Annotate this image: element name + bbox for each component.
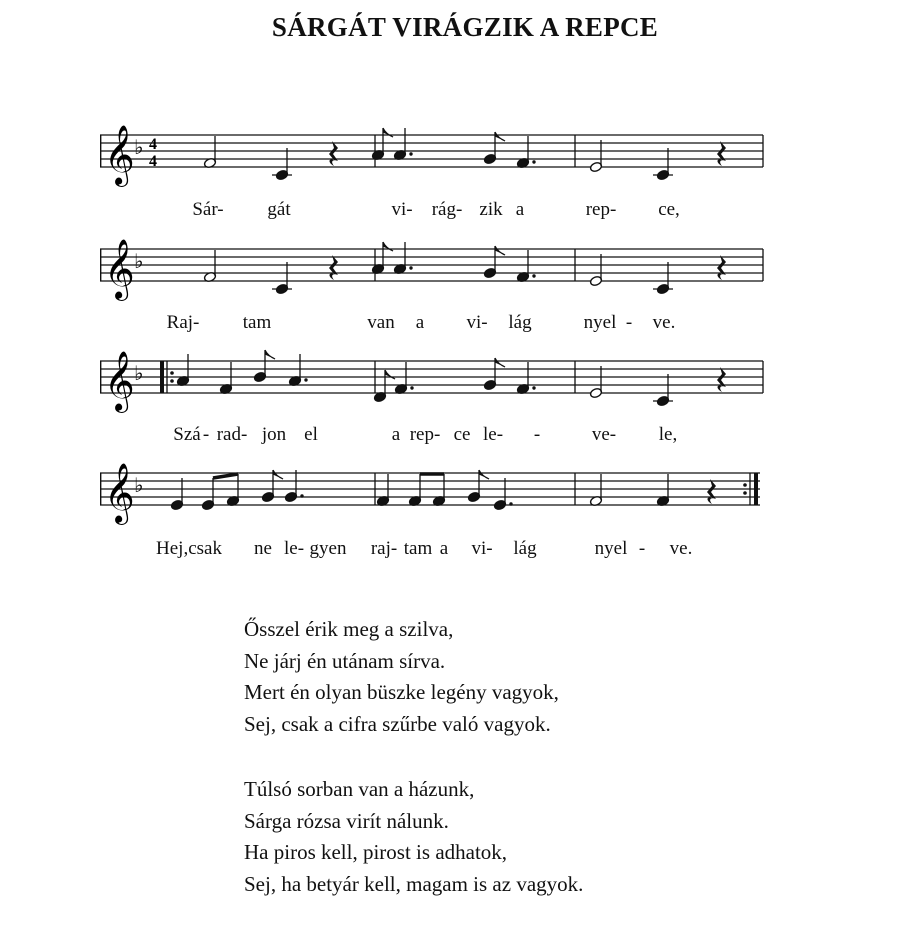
lyric-syllable: vi- — [391, 199, 413, 220]
flat-key-signature-icon: ♭ — [134, 361, 144, 385]
repeat-barline-thick — [754, 473, 758, 505]
lyric-syllable: van — [367, 312, 395, 333]
lyric-syllable: rep- — [409, 424, 441, 445]
lyric-syllable: el — [304, 424, 318, 445]
treble-clef-icon: 𝄞 — [104, 239, 135, 299]
lyric-syllable: tam — [403, 538, 433, 559]
lyric-syllable: a — [439, 538, 449, 559]
note-beam — [213, 474, 238, 478]
repeat-dot — [743, 491, 747, 495]
repeat-barline-thick — [160, 361, 164, 393]
eighth-flag — [495, 246, 505, 255]
staff-system-1 — [100, 119, 770, 195]
lyric-syllable: a — [415, 312, 425, 333]
lyric-syllable: raj- — [370, 538, 398, 559]
verse-line: Mert én olyan büszke legény vagyok, — [244, 680, 559, 704]
verse-line: Ha piros kell, pirost is adhatok, — [244, 840, 508, 864]
lyric-syllable: rág- — [431, 199, 463, 220]
lyric-syllable: - — [638, 538, 646, 559]
quarter-rest — [717, 141, 726, 166]
lyric-syllable: a — [515, 199, 525, 220]
augmentation-dot — [532, 160, 535, 163]
staff-system-3 — [100, 345, 770, 421]
lyric-syllable: ve. — [652, 312, 676, 333]
flat-key-signature-icon: ♭ — [134, 249, 144, 273]
lyric-syllable: vi- — [466, 312, 488, 333]
quarter-rest — [717, 255, 726, 280]
lyric-syllable: Szá — [173, 424, 201, 445]
lyric-syllable: ne — [254, 538, 272, 559]
lyric-syllable: ve. — [669, 538, 693, 559]
lyric-syllable: ce — [453, 424, 471, 445]
treble-clef-icon: 𝄞 — [104, 351, 135, 411]
lyric-syllable: ce, — [658, 199, 680, 220]
lyric-syllable: nyel — [594, 538, 628, 559]
augmentation-dot — [300, 494, 303, 497]
lyric-syllable: le, — [658, 424, 678, 445]
verse-line: Sej, ha betyár kell, magam is az vagyok. — [244, 871, 584, 896]
flat-key-signature-icon: ♭ — [134, 473, 144, 497]
song-title: SÁRGÁT VIRÁGZIK A REPCE — [271, 12, 659, 42]
flat-key-signature-icon: ♭ — [134, 135, 144, 159]
lyric-syllable: rad- — [216, 424, 248, 445]
eighth-flag — [495, 358, 505, 367]
repeat-dot — [170, 379, 174, 383]
staff-system-2 — [100, 233, 770, 309]
quarter-rest — [717, 367, 726, 392]
verse-line: Túlsó sorban van a házunk, — [244, 777, 475, 801]
staff-system-4 — [100, 457, 770, 533]
verse-line: Sárga rózsa virít nálunk. — [244, 808, 449, 833]
lyric-syllable: jon — [261, 424, 287, 445]
eighth-flag — [495, 132, 505, 141]
time-signature-top: 4 — [149, 136, 157, 153]
verse-line: Sej, csak a cifra szűrbe való vagyok. — [244, 711, 551, 736]
lyric-syllable: - — [202, 424, 210, 445]
verses — [244, 614, 583, 934]
stanza-2 — [244, 774, 583, 900]
eighth-flag — [273, 470, 283, 479]
repeat-dot — [743, 483, 747, 487]
lyric-syllable: gát — [267, 199, 291, 220]
augmentation-dot — [532, 274, 535, 277]
augmentation-dot — [409, 266, 412, 269]
quarter-rest — [329, 255, 338, 280]
augmentation-dot — [532, 386, 535, 389]
lyric-syllable: rep- — [585, 199, 617, 220]
lyric-syllable: - — [625, 312, 633, 333]
quarter-rest — [707, 479, 716, 504]
stanza-1 — [244, 614, 583, 740]
lyric-syllable: lág — [508, 312, 532, 333]
lyric-syllable: tam — [242, 312, 272, 333]
augmentation-dot — [509, 502, 512, 505]
lyric-syllable: le- — [482, 424, 504, 445]
lyric-syllable: ve- — [591, 424, 617, 445]
lyric-syllable: lág — [513, 538, 537, 559]
verse-line: Ősszel érik meg a szilva, — [244, 617, 454, 641]
lyric-syllable: Hej,csak — [156, 538, 222, 559]
treble-clef-icon: 𝄞 — [104, 125, 135, 185]
quarter-rest — [329, 141, 338, 166]
eighth-flag — [479, 470, 489, 479]
augmentation-dot — [304, 378, 307, 381]
eighth-flag — [265, 350, 275, 359]
lyric-syllable: vi- — [471, 538, 493, 559]
lyric-syllable: le- — [283, 538, 305, 559]
time-signature-bottom: 4 — [149, 153, 157, 170]
lyric-syllable: nyel — [583, 312, 617, 333]
lyric-syllable: gyen — [309, 538, 347, 559]
lyric-syllable: Raj- — [166, 312, 200, 333]
lyric-syllable: a — [391, 424, 401, 445]
augmentation-dot — [409, 152, 412, 155]
lyric-syllable: zik — [479, 199, 503, 220]
repeat-dot — [170, 371, 174, 375]
augmentation-dot — [410, 386, 413, 389]
lyric-syllable: - — [533, 424, 541, 445]
lyric-syllable: Sár- — [192, 199, 224, 220]
treble-clef-icon: 𝄞 — [104, 463, 135, 523]
verse-line: Ne járj én utánam sírva. — [244, 648, 446, 673]
